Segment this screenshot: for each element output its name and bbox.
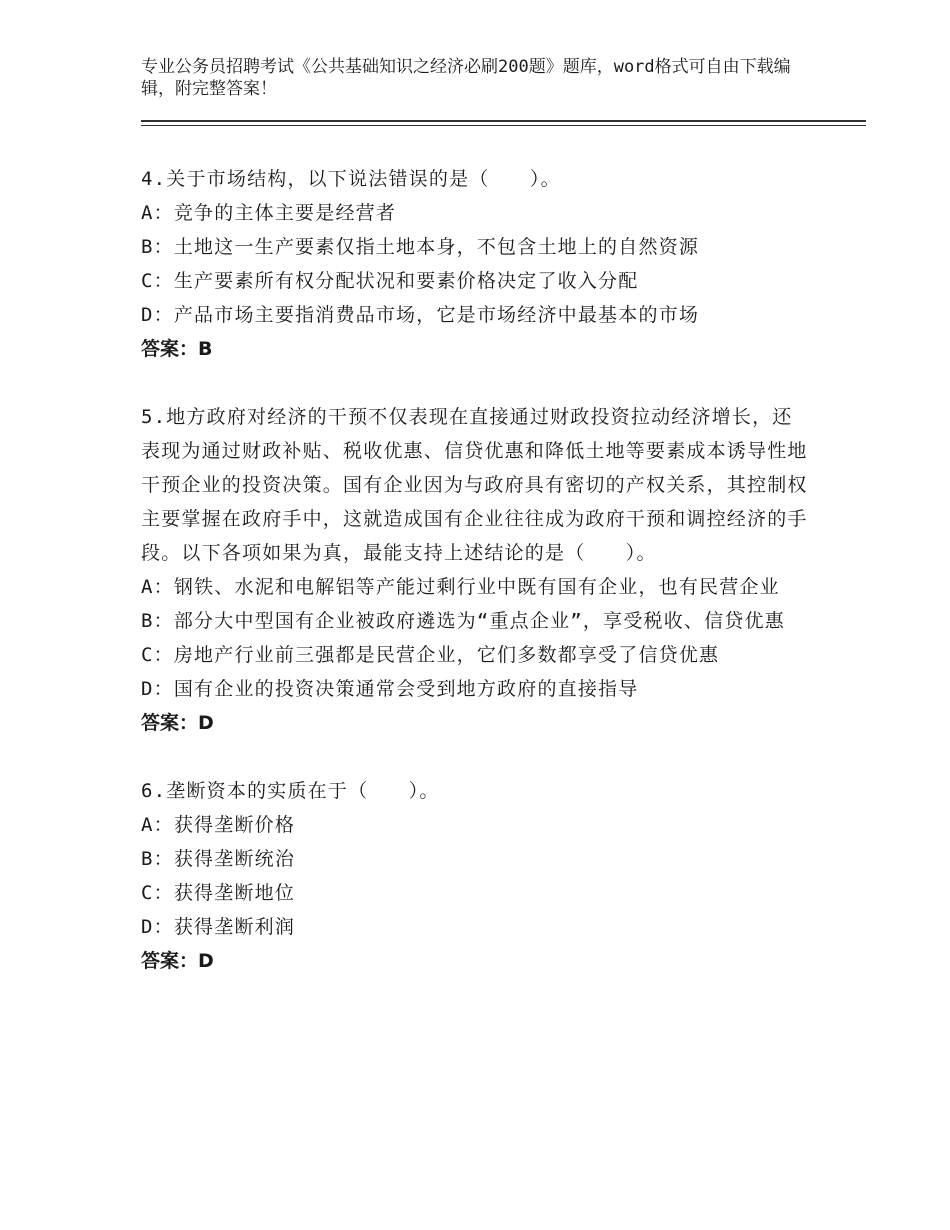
option-a: A：获得垄断价格: [141, 814, 296, 836]
answer-label: 答案：D: [141, 712, 214, 734]
option-c: C：生产要素所有权分配状况和要素价格决定了收入分配: [141, 270, 639, 292]
answer-label: 答案：D: [141, 950, 214, 972]
question-stem: 5.地方政府对经济的干预不仅表现在直接通过财政投资拉动经济增长，还表现为通过财政补贴、税收优惠、信贷优惠和降低土地等要素成本诱导性地干预企业的投资决策。国有企业因为与政府具有密切的产权关系，其控制权主要掌握在政府手中，这就造成国有企业往往成为政府干预和调控经济的手段。以下各项如果为真，最能支持上述结论的是（ ）。: [141, 406, 808, 564]
question-stem: 6.垄断资本的实质在于（ ）。: [141, 780, 440, 802]
option-d: D：产品市场主要指消费品市场，它是市场经济中最基本的市场: [141, 304, 700, 326]
option-c: C：获得垄断地位: [141, 882, 296, 904]
option-b: B：部分大中型国有企业被政府遴选为“重点企业”，享受税收、信贷优惠: [141, 610, 785, 632]
answer-label: 答案：B: [141, 338, 213, 360]
option-d: D：获得垄断利润: [141, 916, 296, 938]
question-stem: 4.关于市场结构，以下说法错误的是（ ）。: [141, 168, 561, 190]
option-a: A：钢铁、水泥和电解铝等产能过剩行业中既有国有企业，也有民营企业: [141, 576, 780, 598]
option-c: C：房地产行业前三强都是民营企业，它们多数都享受了信贷优惠: [141, 644, 720, 666]
question-5: [141, 400, 811, 740]
question-4: [141, 162, 811, 366]
question-6: [141, 774, 811, 978]
option-a: A：竞争的主体主要是经营者: [141, 202, 397, 224]
option-b: B：获得垄断统治: [141, 848, 296, 870]
question-list: [141, 162, 811, 978]
document-header: 专业公务员招聘考试《公共基础知识之经济必刷200题》题库，word格式可自由下载编辑，附完整答案！: [141, 57, 791, 99]
option-b: B：土地这一生产要素仅指土地本身，不包含土地上的自然资源: [141, 236, 700, 258]
header-divider-thin: [141, 125, 866, 126]
option-d: D：国有企业的投资决策通常会受到地方政府的直接指导: [141, 678, 639, 700]
header-divider-thick: [141, 120, 866, 122]
